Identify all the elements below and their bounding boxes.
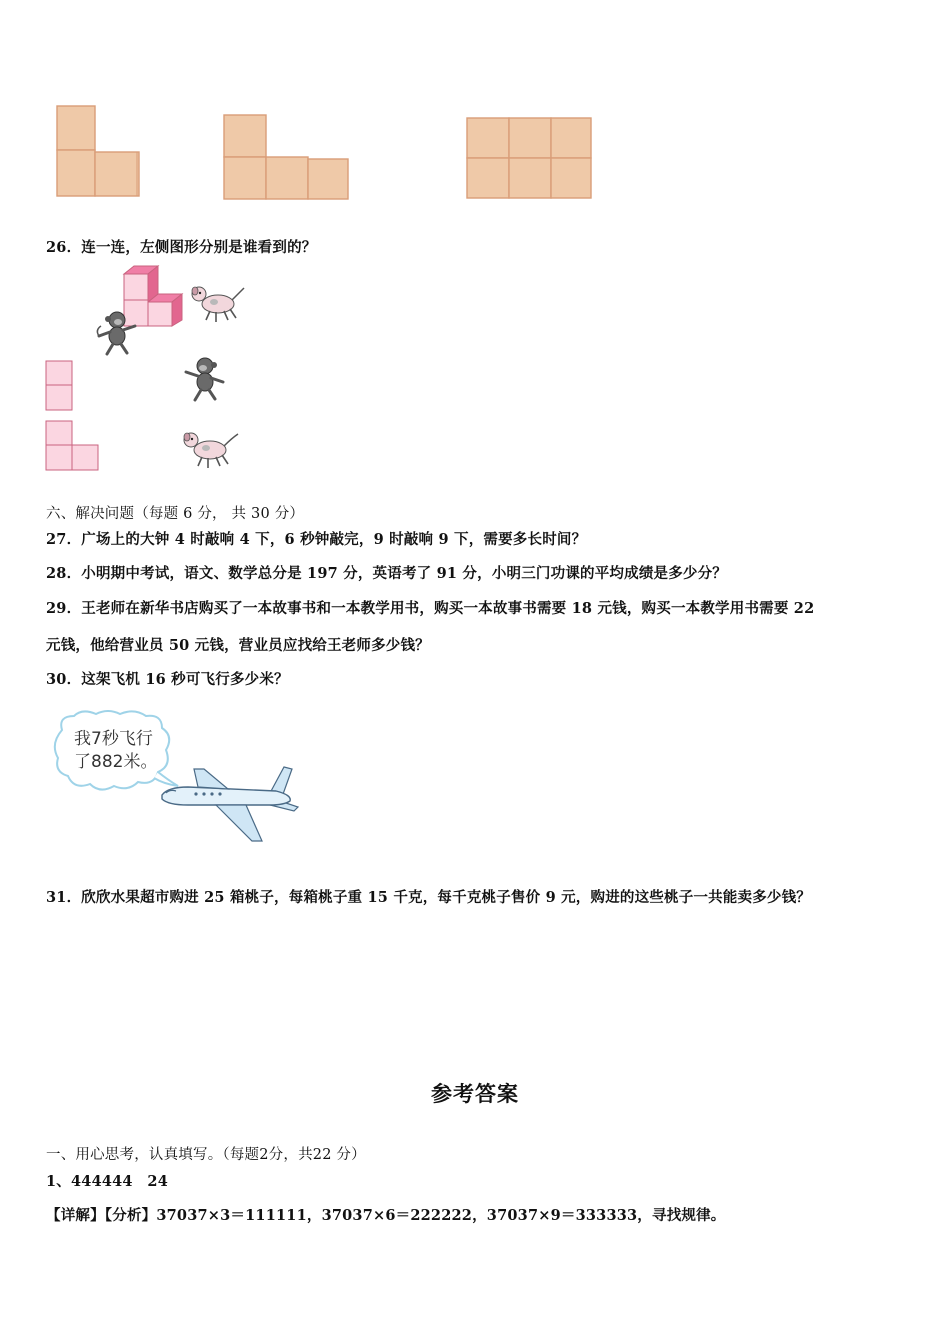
answers-title: 参考答案 bbox=[431, 1081, 519, 1106]
view-figure-1 bbox=[55, 104, 145, 200]
monkey-icon bbox=[93, 310, 141, 356]
airplane-icon bbox=[158, 765, 302, 847]
q28-text: 28．小明期中考试，语文、数学总分是 197 分，英语考了 91 分，小明三门功课的平均成绩是多少分？ bbox=[46, 565, 728, 582]
dog-icon bbox=[180, 428, 242, 470]
q29-line2: 元钱，他给营业员 50 元钱，营业员应找给王老师多少钱？ bbox=[46, 637, 430, 654]
q30-text: 30．这架飞机 16 秒可飞行多少米？ bbox=[46, 671, 289, 688]
bubble-line-2: 了882米。 bbox=[74, 752, 158, 772]
q27-text: 27．广场上的大钟 4 时敲响 4 下，6 秒钟敲完，9 时敲响 9 下，需要多长时间？ bbox=[46, 531, 587, 548]
answer-1-detail: 【详解】【分析】37037×3＝111111，37037×6＝222222，37037×9＝333333，寻找规律。 bbox=[46, 1207, 726, 1224]
dog-icon bbox=[188, 282, 248, 324]
answer-1: 1、444444 24 bbox=[46, 1173, 169, 1190]
bubble-text bbox=[74, 728, 157, 774]
view-figure-2 bbox=[222, 113, 354, 203]
monkey-icon bbox=[181, 356, 229, 402]
q29-line1: 29．王老师在新华书店购买了一本故事书和一本教学用书，购买一本故事书需要 18 元钱，购买一本教学用书需要 22 bbox=[46, 600, 815, 617]
q26-text: 26．连一连，左侧图形分别是谁看到的？ bbox=[46, 239, 317, 256]
section6-heading: 六、解决问题（每题 6 分， 共 30 分） bbox=[46, 506, 305, 522]
view-figure-3 bbox=[465, 116, 597, 202]
bubble-line-1: 我7秒飞行 bbox=[74, 729, 153, 749]
answers-section1: 一、用心思考，认真填写。（每题2分，共22 分） bbox=[46, 1147, 366, 1163]
view-option-1 bbox=[45, 360, 75, 412]
q31-text: 31．欣欣水果超市购进 25 箱桃子，每箱桃子重 15 千克，每千克桃子售价 9 元，购进的这些桃子一共能卖多少钱？ bbox=[46, 889, 812, 906]
view-option-2 bbox=[45, 420, 101, 472]
